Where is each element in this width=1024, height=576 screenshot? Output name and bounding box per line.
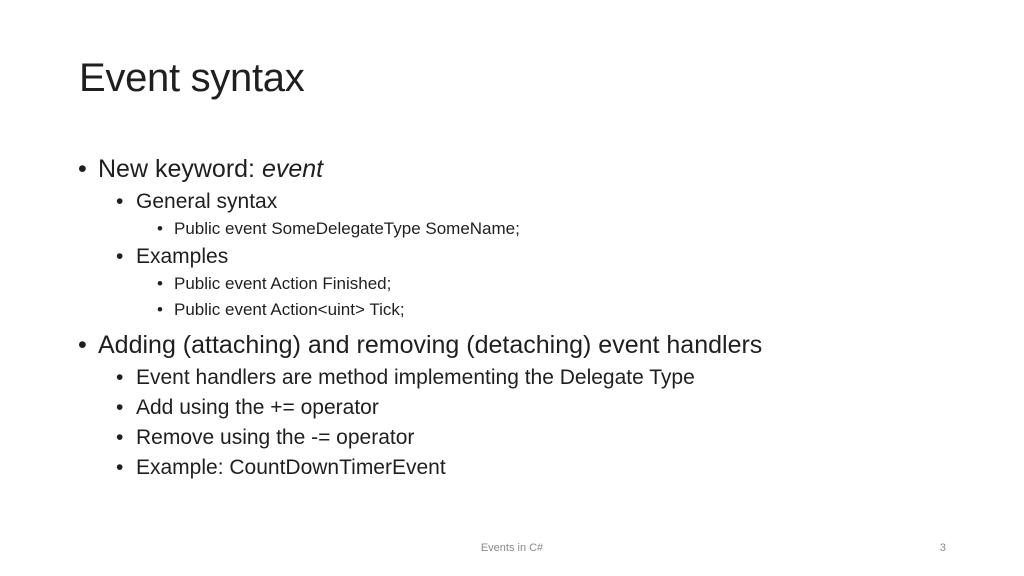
bullet-dot-icon: •: [116, 426, 124, 449]
bullet-adding-removing: [78, 330, 762, 360]
bullet-dot-icon: •: [116, 396, 124, 419]
bullet-event-handlers-desc: [116, 365, 695, 390]
bullet-example-countdown: [116, 455, 446, 480]
bullet-example-finished: [157, 274, 391, 294]
bullet-example-tick: [157, 300, 405, 320]
bullet-add-operator: [116, 395, 379, 420]
bullet-dot-icon: •: [116, 190, 124, 213]
bullet-text: Example: CountDownTimerEvent: [136, 456, 446, 479]
bullet-dot-icon: •: [157, 219, 163, 238]
bullet-text: Event handlers are method implementing the Delegate Type: [136, 366, 695, 389]
bullet-text: Public event Action Finished;: [174, 274, 392, 293]
bullet-dot-icon: •: [116, 456, 124, 479]
bullet-dot-icon: •: [157, 274, 163, 293]
bullet-text: General syntax: [136, 190, 278, 213]
bullet-text: Examples: [136, 245, 229, 268]
bullet-dot-icon: •: [157, 300, 163, 319]
bullet-text: Public event SomeDelegateType SomeName;: [174, 219, 520, 238]
bullet-text: [78, 155, 323, 183]
bullet-text: Remove using the -= operator: [136, 426, 415, 449]
bullet-text: Public event Action<uint> Tick;: [174, 300, 405, 319]
slide-page-number: 3: [939, 542, 946, 554]
bullet-dot-icon: •: [116, 366, 124, 389]
bullet-dot-icon: •: [116, 245, 124, 268]
bullet-dot-icon: •: [78, 331, 87, 359]
bullet-syntax-example: [157, 219, 520, 239]
bullet-text: Add using the += operator: [136, 396, 379, 419]
slide-title: Event syntax: [79, 56, 305, 100]
bullet-dot-icon: •: [78, 155, 87, 183]
bullet-general-syntax: [116, 189, 277, 214]
bullet-new-keyword: [78, 154, 323, 184]
bullet-examples: [116, 244, 228, 269]
bullet-remove-operator: [116, 425, 414, 450]
bullet-text: Adding (attaching) and removing (detaching) event handlers: [98, 331, 763, 359]
slide-footer: Events in C#: [480, 542, 544, 554]
bullet-text-prefix: New keyword:: [98, 155, 262, 183]
keyword-emphasis: event: [261, 155, 324, 183]
